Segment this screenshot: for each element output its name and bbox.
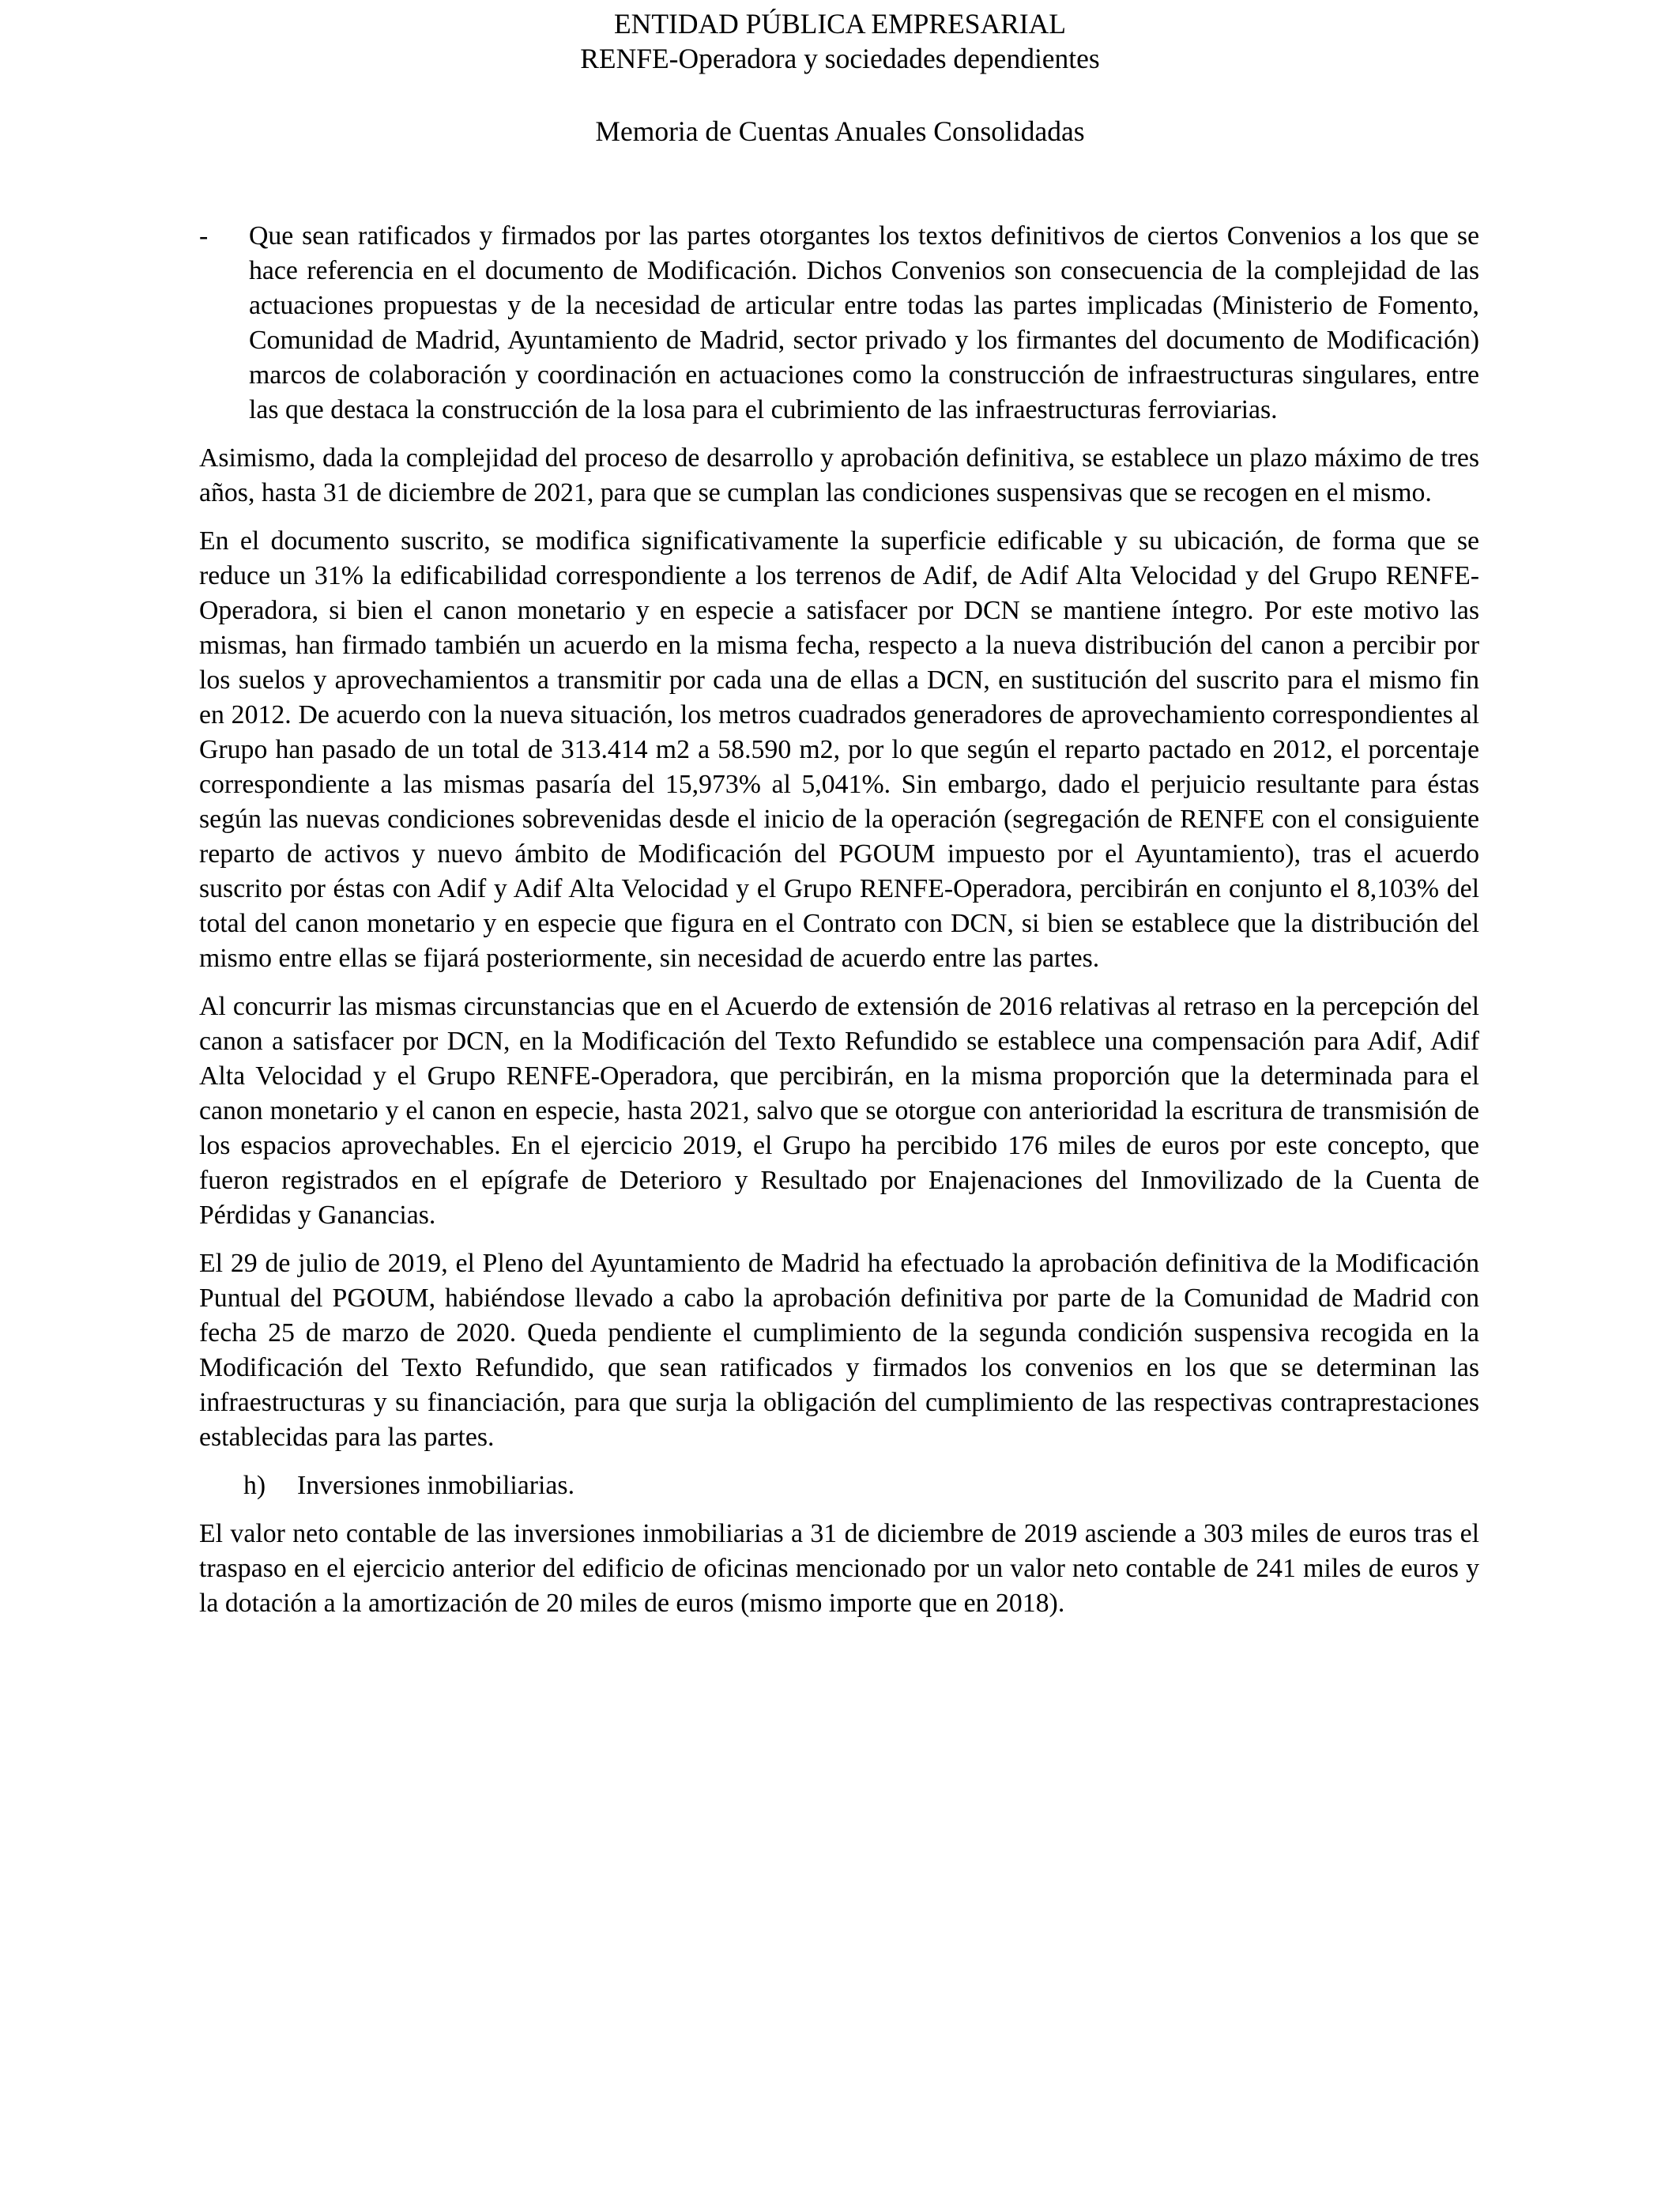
paragraph-compensacion: Al concurrir las mismas circunstancias que en el Acuerdo de extensión de 2016 relativas al retraso en la percepción del canon a satisfacer por DCN, en la Modificación del Texto Refundido se establece una compensación para Adif, Adif Alta Velocidad y el Grupo RENFE-Operadora, que percibirán, en la misma proporción que la determinada para el canon monetario y el canon en especie, hasta 2021, salvo que se otorgue con anterioridad la escritura de transmisión de los espacios aprovechables. En el ejercicio 2019, el Grupo ha percibido 176 miles de euros por este concepto, que fueron registrados en el epígrafe de Deterioro y Resultado por Enajenaciones del Inmovilizado de la Cuenta de Pérdidas y Ganancias.: [199, 992, 1479, 1230]
bullet-text: Que sean ratificados y firmados por las partes otorgantes los textos definitivos de ciertos Convenios a los que se hace referencia en el documento de Modificación. Dichos Convenios son consecuencia de la complejidad de las actuaciones propuestas y de la necesidad de articular entre todas las partes implicadas (Ministerio de Fomento, Comunidad de Madrid, Ayuntamiento de Madrid, sector privado y los firmantes del documento de Modificación) marcos de colaboración y coordinación en actuaciones como la construcción de infraestructuras singulares, entre las que destaca la construcción de la losa para el cubrimiento de las infraestructuras ferroviarias.: [249, 221, 1479, 424]
bullet-marker: -: [199, 221, 209, 251]
document-header: [0, 6, 1680, 149]
header-document-title: Memoria de Cuentas Anuales Consolidadas: [595, 115, 1085, 147]
header-entity: ENTIDAD PÚBLICA EMPRESARIAL: [614, 8, 1066, 40]
paragraph-plazo: Asimismo, dada la complejidad del proceso de desarrollo y aprobación definitiva, se establece un plazo máximo de tres años, hasta 31 de diciembre de 2021, para que se cumplan las condiciones suspensivas que se recogen en el mismo.: [199, 443, 1479, 507]
paragraph-aprobacion: El 29 de julio de 2019, el Pleno del Ayuntamiento de Madrid ha efectuado la aprobación definitiva de la Modificación Puntual del PGOUM, habiéndose llevado a cabo la aprobación definitiva por parte de la Comunidad de Madrid con fecha 25 de marzo de 2020. Queda pendiente el cumplimiento de la segunda condición suspensiva recogida en la Modificación del Texto Refundido, que sean ratificados y firmados los convenios en los que se determinan las infraestructuras y su financiación, para que surja la obligación del cumplimiento de las respectivas contraprestaciones establecidas para las partes.: [199, 1249, 1479, 1452]
document-body: [199, 219, 1479, 1634]
section-title: Inversiones inmobiliarias.: [297, 1471, 575, 1500]
list-item: [199, 219, 1479, 428]
section-letter: h): [243, 1471, 266, 1500]
paragraph-superficie: En el documento suscrito, se modifica significativamente la superficie edificable y su ubicación, de forma que se reduce un 31% la edificabilidad correspondiente a los terrenos de Adif, de Adif Alta Velocidad y del Grupo RENFE-Operadora, si bien el canon monetario y en especie a satisfacer por DCN se mantiene íntegro. Por este motivo las mismas, han firmado también un acuerdo en la misma fecha, respecto a la nueva distribución del canon a percibir por los suelos y aprovechamientos a transmitir por cada una de ellas a DCN, en sustitución del suscrito para el mismo fin en 2012. De acuerdo con la nueva situación, los metros cuadrados generadores de aprovechamiento correspondientes al Grupo han pasado de un total de 313.414 m2 a 58.590 m2, por lo que según el reparto pactado en 2012, el porcentaje correspondiente a las mismas pasaría del 15,973% al 5,041%. Sin embargo, dado el perjuicio resultante para éstas según las nuevas condiciones sobrevenidas desde el inicio de la operación (segregación de RENFE con el consiguiente reparto de activos y nuevo ámbito de Modificación del PGOUM impuesto por el Ayuntamiento), tras el acuerdo suscrito por éstas con Adif y Adif Alta Velocidad y el Grupo RENFE-Operadora, percibirán en conjunto el 8,103% del total del canon monetario y en especie que figura en el Contrato con DCN, si bien se establece que la distribución del mismo entre ellas se fijará posteriormente, sin necesidad de acuerdo entre las partes.: [199, 526, 1479, 973]
section-heading: [199, 1468, 1479, 1503]
paragraph-inversiones: El valor neto contable de las inversiones inmobiliarias a 31 de diciembre de 2019 asciende a 303 miles de euros tras el traspaso en el ejercicio anterior del edificio de oficinas mencionado por un valor neto contable de 241 miles de euros y la dotación a la amortización de 20 miles de euros (mismo importe que en 2018).: [199, 1519, 1479, 1618]
header-company: RENFE-Operadora y sociedades dependientes: [580, 43, 1100, 74]
